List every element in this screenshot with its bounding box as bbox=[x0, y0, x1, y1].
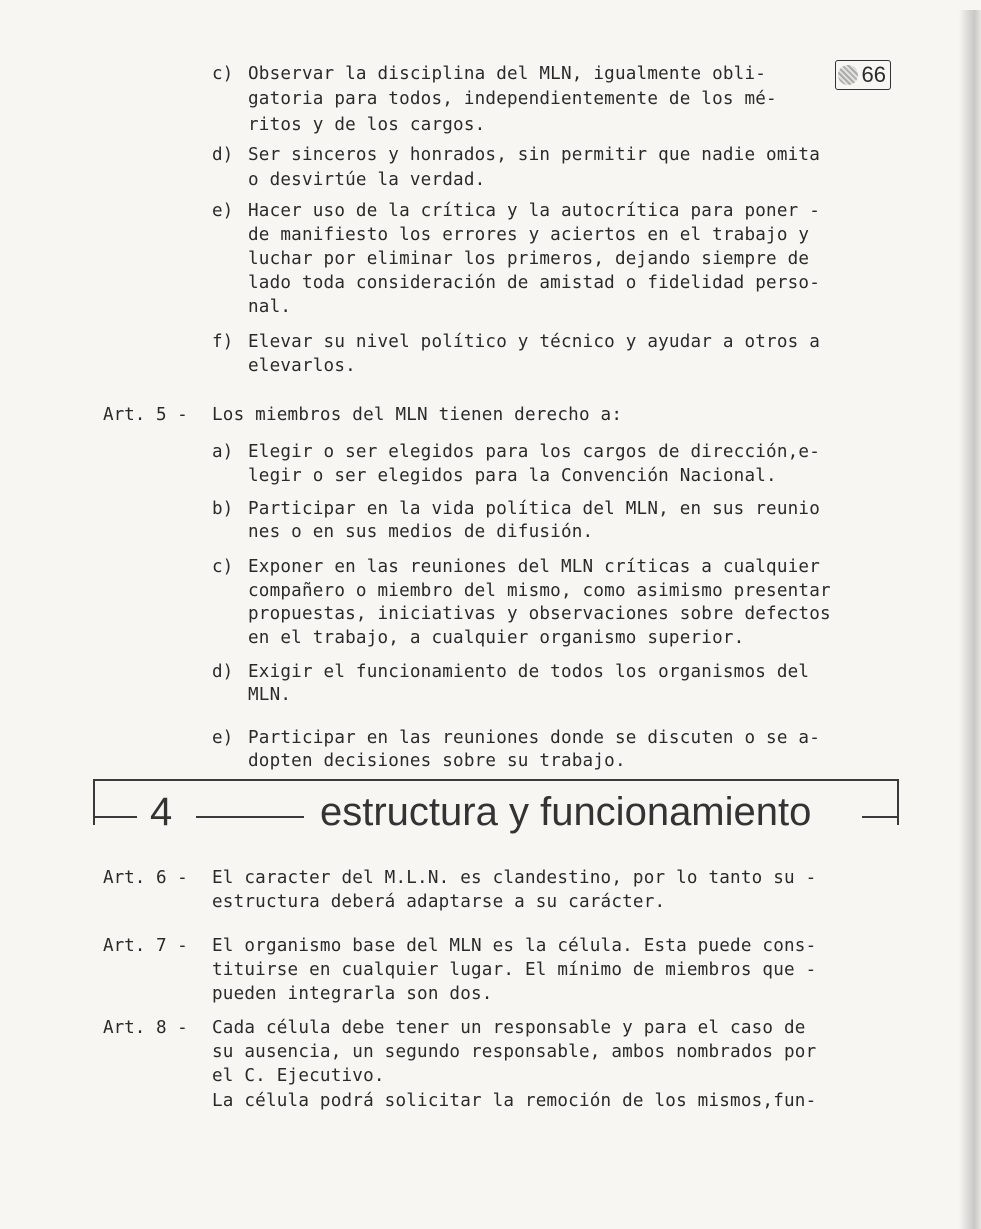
scan-edge-shadow bbox=[959, 10, 981, 1229]
art6-line-1: El caracter del M.L.N. es clandestino, por lo tanto su - bbox=[212, 868, 817, 888]
art5-a-line-2: legir o ser elegidos para la Convención Nacional. bbox=[248, 466, 777, 486]
art7-line-2: tituirse en cualquier lugar. El mínimo de miembros que - bbox=[212, 960, 817, 980]
art5-e-line-2: dopten decisiones sobre su trabajo. bbox=[248, 751, 626, 771]
item-e-line-5: nal. bbox=[248, 297, 292, 317]
article-label: Art. 6 - bbox=[103, 868, 188, 888]
art5-d-line-1: Exigir el funcionamiento de todos los organismos del bbox=[248, 662, 810, 682]
item-e-line-1: Hacer uso de la crítica y la autocrítica para poner - bbox=[248, 201, 820, 221]
article-label: Art. 7 - bbox=[103, 936, 188, 956]
art5-c-line-4: en el trabajo, a cualquier organismo superior. bbox=[248, 628, 745, 648]
heading-dash-middle bbox=[196, 816, 304, 818]
art5-c-line-2: compañero o miembro del mismo, como asimismo presentar bbox=[248, 581, 831, 601]
item-marker: e) bbox=[212, 728, 234, 748]
item-f-line-2: elevarlos. bbox=[248, 356, 356, 376]
art8-line-4: La célula podrá solicitar la remoción de los mismos,fun- bbox=[212, 1091, 817, 1111]
art5-c-line-1: Exponer en las reuniones del MLN críticas a cualquier bbox=[248, 557, 820, 577]
item-marker: d) bbox=[212, 145, 234, 165]
heading-dash-left bbox=[95, 816, 137, 818]
item-marker: c) bbox=[212, 557, 234, 577]
item-d-line-2: o desvirtúe la verdad. bbox=[248, 170, 486, 190]
art5-b-line-1: Participar en la vida política del MLN, en sus reunio bbox=[248, 499, 820, 519]
art7-line-3: pueden integrarla son dos. bbox=[212, 984, 493, 1004]
item-d-line-1: Ser sinceros y honrados, sin permitir que nadie omita bbox=[248, 145, 820, 165]
stamp-mark bbox=[838, 65, 858, 85]
item-marker: c) bbox=[212, 64, 234, 84]
item-marker: f) bbox=[212, 332, 234, 352]
art6-line-2: estructura deberá adaptarse a su carácter. bbox=[212, 892, 666, 912]
art5-c-line-3: propuestas, iniciativas y observaciones sobre defectos bbox=[248, 604, 831, 624]
item-c-line-1: Observar la disciplina del MLN, igualmente obli- bbox=[248, 64, 767, 84]
page-number-box bbox=[835, 60, 891, 90]
item-e-line-2: de manifiesto los errores y aciertos en el trabajo y bbox=[248, 225, 810, 245]
item-marker: b) bbox=[212, 499, 234, 519]
article-label: Art. 8 - bbox=[103, 1018, 188, 1038]
art8-line-1: Cada célula debe tener un responsable y para el caso de bbox=[212, 1018, 806, 1038]
art5-a-line-1: Elegir o ser elegidos para los cargos de dirección,e- bbox=[248, 442, 820, 462]
item-marker: e) bbox=[212, 201, 234, 221]
section-number: 4 bbox=[150, 790, 173, 834]
art5-d-line-2: MLN. bbox=[248, 685, 292, 705]
art7-line-1: El organismo base del MLN es la célula. Esta puede cons- bbox=[212, 936, 817, 956]
section-title: estructura y funcionamiento bbox=[320, 790, 812, 834]
art5-b-line-2: nes o en sus medios de difusión. bbox=[248, 522, 594, 542]
heading-left-tick bbox=[93, 779, 95, 825]
item-e-line-3: luchar por eliminar los primeros, dejando siempre de bbox=[248, 249, 810, 269]
item-c-line-2: gatoria para todos, independientemente de los mé- bbox=[248, 89, 777, 109]
article-5-intro: Los miembros del MLN tienen derecho a: bbox=[212, 405, 623, 425]
item-c-line-3: ritos y de los cargos. bbox=[248, 115, 486, 135]
art8-line-3: el C. Ejecutivo. bbox=[212, 1066, 385, 1086]
heading-right-tick bbox=[897, 779, 899, 825]
item-e-line-4: lado toda consideración de amistad o fidelidad perso- bbox=[248, 273, 820, 293]
heading-dash-right bbox=[862, 816, 898, 818]
item-marker: a) bbox=[212, 442, 234, 462]
item-marker: d) bbox=[212, 662, 234, 682]
item-f-line-1: Elevar su nivel político y técnico y ayudar a otros a bbox=[248, 332, 820, 352]
page-number: 66 bbox=[861, 62, 886, 87]
article-label: Art. 5 - bbox=[103, 405, 188, 425]
art8-line-2: su ausencia, un segundo responsable, ambos nombrados por bbox=[212, 1042, 817, 1062]
art5-e-line-1: Participar en las reuniones donde se discuten o se a- bbox=[248, 728, 820, 748]
heading-top-rule bbox=[93, 779, 899, 781]
